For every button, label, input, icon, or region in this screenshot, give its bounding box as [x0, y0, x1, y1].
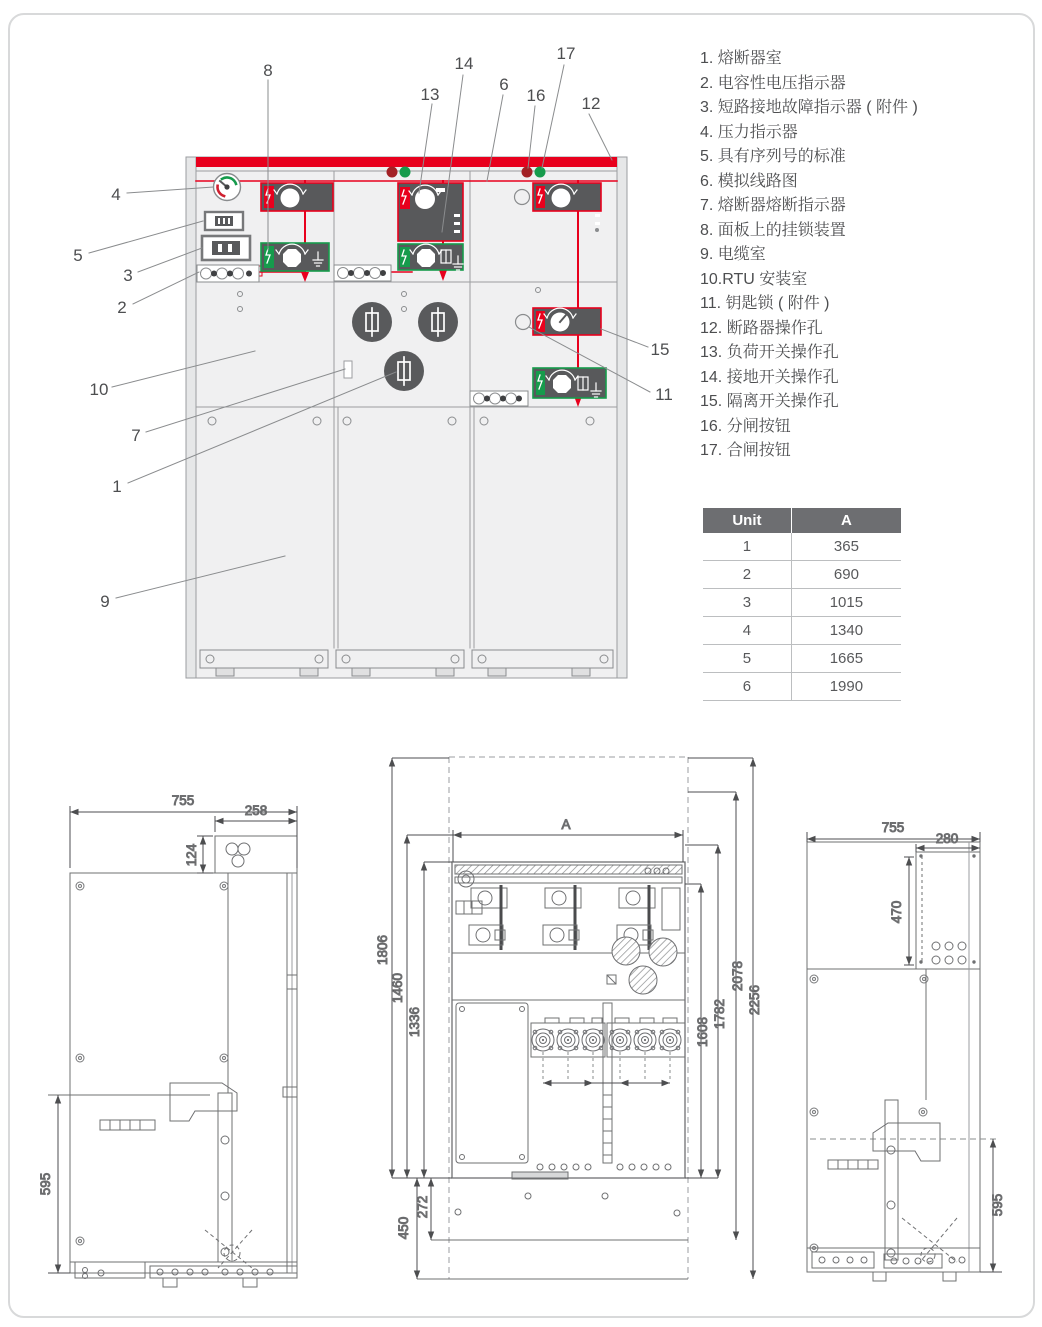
voltage-indicator-strip	[470, 391, 528, 406]
legend-item: 14. 接地开关操作孔	[700, 368, 839, 386]
dim-595-right: 595	[990, 1193, 1005, 1217]
open-indicator-dot	[387, 167, 398, 178]
callout-1: 1	[112, 477, 122, 496]
legend-item: 1. 熔断器室	[700, 50, 782, 67]
callout-4: 4	[111, 185, 121, 204]
dim-595-left: 595	[38, 1172, 53, 1196]
callout-11: 11	[655, 385, 673, 404]
legend-item: 3. 短路接地故障指示器 ( 附件 )	[700, 99, 918, 116]
dim-A: A	[561, 817, 571, 832]
dim-280: 280	[935, 831, 959, 846]
dim-755-right: 755	[881, 820, 905, 835]
earthing-switch-mechanism	[261, 243, 329, 271]
callout-17: 17	[556, 44, 576, 63]
pressure-gauge-icon	[214, 174, 241, 201]
legend-item: 7. 熔断器熔断指示器	[700, 197, 846, 214]
a-cell: 1015	[791, 589, 901, 617]
callout-16: 16	[526, 86, 546, 105]
table-row	[703, 589, 901, 617]
callout-7: 7	[131, 426, 141, 445]
legend-item: 6. 模拟线路图	[700, 172, 798, 190]
earthing-switch-mechanism	[398, 244, 463, 270]
unit-width-table	[703, 508, 901, 701]
callout-10: 10	[89, 380, 109, 399]
legend-list	[700, 47, 1030, 464]
top-red-band	[196, 157, 617, 167]
callout-3: 3	[123, 266, 133, 285]
dim-755-left: 755	[171, 793, 195, 808]
unit-cell: 4	[703, 617, 791, 645]
legend-item: 4. 压力指示器	[700, 123, 798, 141]
fuse-blown-indicator	[344, 361, 352, 378]
a-cell: 1340	[791, 617, 901, 645]
column-header-unit: Unit	[703, 508, 791, 533]
close-indicator-dot	[535, 167, 546, 178]
key-lock-hole	[516, 315, 531, 330]
table-row	[703, 533, 901, 561]
callout-6: 6	[499, 75, 509, 94]
circuit-breaker-mechanism	[398, 183, 463, 241]
dim-2078: 2078	[730, 960, 745, 992]
a-cell: 690	[791, 561, 901, 589]
load-switch-mechanism	[261, 183, 333, 211]
table-row	[703, 617, 901, 645]
callout-14: 14	[454, 54, 474, 73]
dim-1806: 1806	[375, 934, 390, 966]
voltage-indicator-strip	[197, 265, 259, 282]
callout-15: 15	[650, 340, 670, 359]
callout-2: 2	[117, 298, 127, 317]
table-row	[703, 645, 901, 673]
a-cell: 1990	[791, 673, 901, 701]
unit-cell: 6	[703, 673, 791, 701]
legend-item: 2. 电容性电压指示器	[700, 74, 846, 92]
disconnector-mechanism	[533, 308, 601, 335]
callout-9: 9	[100, 592, 110, 611]
callout-5: 5	[73, 246, 83, 265]
rear-view-middle-drawing	[375, 757, 762, 1279]
dim-272: 272	[415, 1195, 430, 1219]
open-indicator-dot	[522, 167, 533, 178]
callout-12: 12	[581, 94, 601, 113]
side-view-right-drawing	[807, 820, 1005, 1281]
legend-item: 10.RTU 安装室	[700, 270, 808, 288]
dim-470: 470	[889, 900, 904, 924]
dim-1782: 1782	[712, 998, 727, 1030]
side-view-left-drawing	[38, 793, 297, 1287]
dim-1608: 1608	[695, 1016, 710, 1048]
legend-item: 15. 隔离开关操作孔	[700, 393, 839, 410]
legend-item: 8. 面板上的挂锁装置	[700, 221, 846, 239]
dim-1336: 1336	[407, 1006, 422, 1038]
table-header-row	[703, 508, 901, 533]
unit-cell: 3	[703, 589, 791, 617]
dim-2256: 2256	[747, 984, 762, 1016]
table-row	[703, 561, 901, 589]
unit-cell: 1	[703, 533, 791, 561]
unit-cell: 2	[703, 561, 791, 589]
a-cell: 365	[791, 533, 901, 561]
close-indicator-dot	[400, 167, 411, 178]
column-header-a: A	[791, 508, 901, 533]
legend-item: 9. 电缆室	[700, 246, 766, 263]
dim-450: 450	[396, 1216, 411, 1240]
earthing-switch-mechanism	[533, 368, 606, 398]
legend-item: 5. 具有序列号的标准	[700, 148, 846, 165]
legend-item: 17. 合闸按钮	[700, 442, 791, 459]
dim-258: 258	[244, 803, 268, 818]
unit-cell: 5	[703, 645, 791, 673]
padlock-hole	[515, 190, 530, 205]
callout-13: 13	[420, 85, 440, 104]
breaker-operation-mechanism	[533, 183, 601, 211]
switchgear-front-view	[73, 44, 673, 678]
a-cell: 1665	[791, 645, 901, 673]
legend-item: 13. 负荷开关操作孔	[700, 344, 839, 361]
legend-item: 12. 断路器操作孔	[700, 319, 823, 337]
fault-indicator	[202, 236, 250, 260]
legend-item: 11. 钥匙锁 ( 附件 )	[700, 295, 830, 312]
table-row	[703, 673, 901, 701]
dim-1460: 1460	[390, 972, 405, 1004]
callout-8: 8	[263, 61, 273, 80]
serial-number-plate	[205, 212, 243, 230]
voltage-indicator-strip	[334, 265, 391, 281]
legend-item: 16. 分闸按钮	[700, 417, 791, 435]
dim-124: 124	[184, 843, 199, 867]
